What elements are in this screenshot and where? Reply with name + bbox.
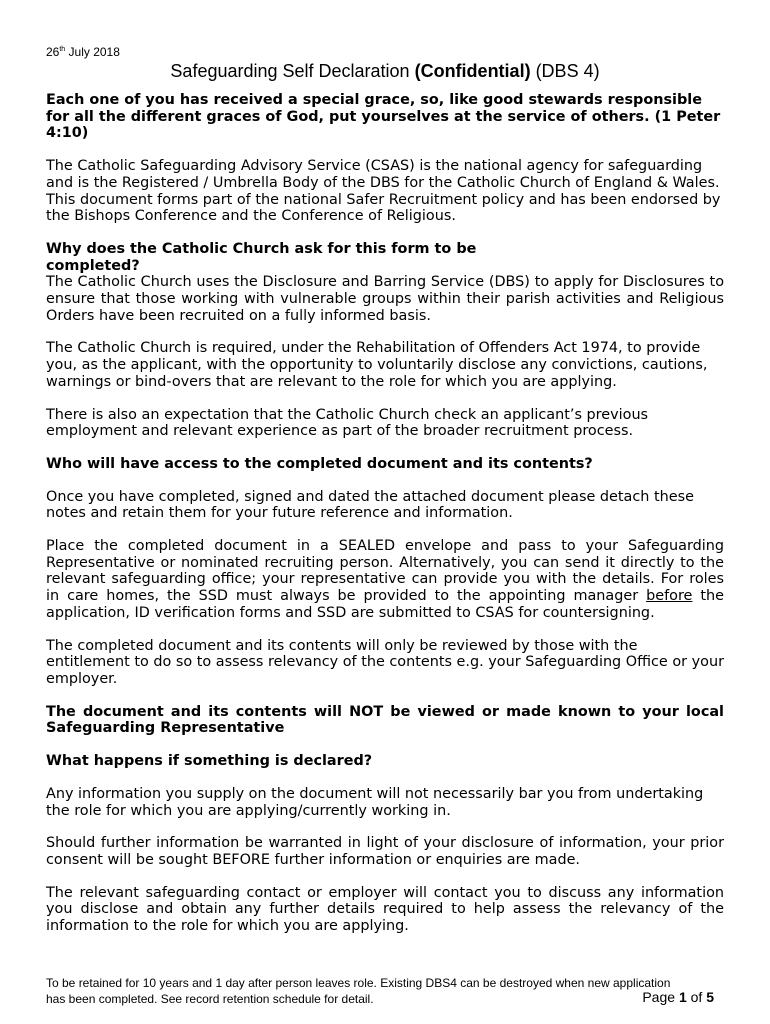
page-label: Page (642, 989, 679, 1005)
heading-declared: What happens if something is declared? (46, 753, 373, 770)
scripture-quote: Each one of you has received a special grace, so, like good stewards responsible for all the different graces of God, put yourselves at the service of others. (1 Peter 4:10) (46, 92, 721, 142)
access-paragraph-2 (46, 538, 724, 622)
declared-paragraph-2: Should further information be warranted in light of your disclosure of information, your prior consent will be sought BEFORE further information or enquiries are made. (46, 835, 724, 868)
footer-line-2: has been completed. See record retention schedule for detail. (46, 992, 374, 1006)
footer-line-1: To be retained for 10 years and 1 day after person leaves role. Existing DBS4 can be destroyed when new application (46, 976, 671, 990)
why-paragraph-3: There is also an expectation that the Catholic Church check an applicant’s previous employment and relevant experience as part of the broader recruitment process. (46, 406, 649, 440)
date-day: 26 (46, 45, 60, 59)
access-p2-after: the application, ID verification forms and SSD are submitted to CSAS for countersigning. (46, 588, 724, 621)
heading-why: Why does the Catholic Church ask for this form to be completed? (46, 240, 477, 274)
date-rest: July 2018 (65, 45, 120, 59)
access-paragraph-3: The completed document and its contents will only be reviewed by those with the entitlement to do so to assess relevancy of the contents e.g. your Safeguarding Office or your employer. (46, 637, 725, 687)
document-body (46, 92, 724, 951)
declared-paragraph-1: Any information you supply on the document will not necessarily bar you from undertaking the role for which you are applying/currently working in. (46, 785, 704, 819)
page-of: of (686, 989, 707, 1005)
title-confidential: (Confidential) (414, 61, 531, 81)
document-date (46, 45, 120, 59)
page-number (642, 989, 714, 1005)
page-total: 5 (706, 989, 714, 1005)
why-paragraph-2: The Catholic Church is required, under the Rehabilitation of Offenders Act 1974, to provide you, as the applicant, with the opportunity to voluntarily disclose any convictions, cautions, warnings or bind-overs that are relevant to the role for which you are applying. (46, 340, 708, 390)
document-title (0, 61, 770, 82)
access-notice: The document and its contents will NOT be viewed or made known to your local Safeguarding Representative (46, 703, 724, 737)
heading-access: Who will have access to the completed document and its contents? (46, 455, 593, 472)
page-current: 1 (678, 989, 687, 1005)
date-suffix: th (59, 46, 66, 53)
retention-footer (46, 975, 716, 1007)
access-p2-before: Place the completed document in a SEALED envelope and pass to your Safeguarding Representative or nominated recruiting person. Alternatively, you can send it directly to the relevant safeguarding office; your representative can provide you with the details. For roles in care homes, the SSD must always be provided to the appointing manager (46, 538, 724, 605)
why-paragraph-1: The Catholic Church uses the Disclosure and Barring Service (DBS) to apply for Disclosures to ensure that those working with vulnerable groups within their parish activities and Religious Orders have been recruited on a fully informed basis. (46, 274, 724, 324)
title-part2: (DBS 4) (530, 61, 600, 81)
declared-paragraph-3: The relevant safeguarding contact or employer will contact you to discuss any information you disclose and obtain any further details required to help assess the relevancy of the information to the role for which you are applying. (46, 884, 724, 935)
access-p2-underline: before (646, 588, 693, 605)
title-part1: Safeguarding Self Declaration (170, 61, 415, 81)
intro-paragraph: The Catholic Safeguarding Advisory Service (CSAS) is the national agency for safeguarding and is the Registered / Umbrella Body of the DBS for the Catholic Church of England & Wales. This document forms part of the national Safer Recruitment policy and has been endorsed by the Bishops Conference and the Conference of Religious. (46, 158, 721, 225)
access-paragraph-1: Once you have completed, signed and dated the attached document please detach these notes and retain them for your future reference and information. (46, 488, 694, 522)
